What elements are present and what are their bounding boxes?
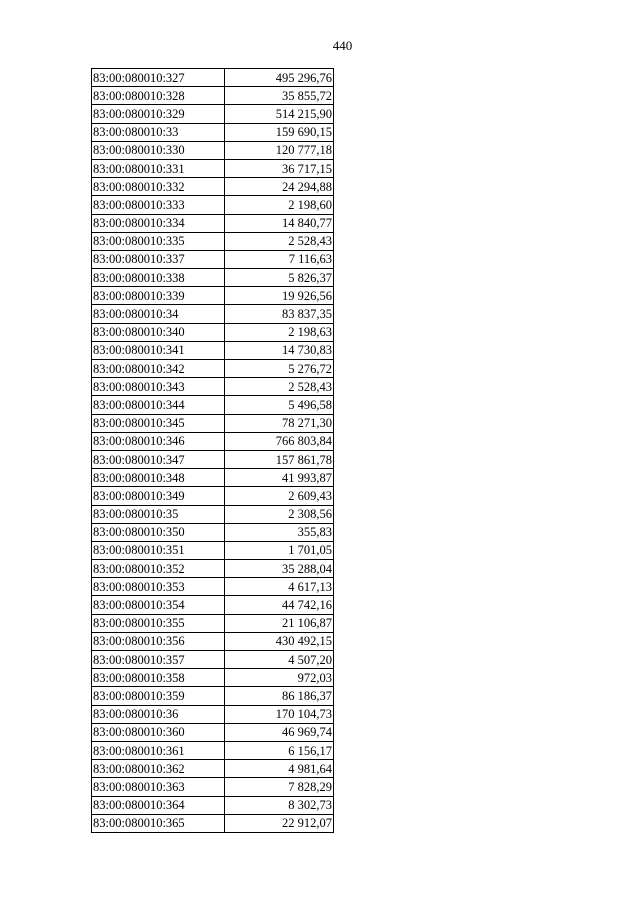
table-row: [92, 760, 334, 778]
table-row: [92, 305, 334, 323]
value-cell: 355,83: [225, 523, 334, 541]
cadastral-number-cell: 83:00:080010:329: [92, 105, 225, 123]
table-row: [92, 87, 334, 105]
table-row: [92, 469, 334, 487]
value-cell: 5 826,37: [225, 269, 334, 287]
table-row: [92, 232, 334, 250]
table-row: [92, 123, 334, 141]
value-cell: 21 106,87: [225, 614, 334, 632]
cadastral-number-cell: 83:00:080010:355: [92, 614, 225, 632]
value-cell: 2 528,43: [225, 232, 334, 250]
value-cell: 14 730,83: [225, 341, 334, 359]
value-cell: 6 156,17: [225, 741, 334, 759]
cadastral-number-cell: 83:00:080010:341: [92, 341, 225, 359]
cadastral-number-cell: 83:00:080010:351: [92, 541, 225, 559]
value-cell: 46 969,74: [225, 723, 334, 741]
cadastral-number-cell: 83:00:080010:343: [92, 378, 225, 396]
cadastral-number-cell: 83:00:080010:328: [92, 87, 225, 105]
cadastral-number-cell: 83:00:080010:358: [92, 669, 225, 687]
value-cell: 2 528,43: [225, 378, 334, 396]
value-cell: 2 308,56: [225, 505, 334, 523]
cadastral-number-cell: 83:00:080010:360: [92, 723, 225, 741]
table-row: [92, 250, 334, 268]
value-cell: 2 609,43: [225, 487, 334, 505]
value-cell: 35 288,04: [225, 560, 334, 578]
cadastral-number-cell: 83:00:080010:352: [92, 560, 225, 578]
table-row: [92, 487, 334, 505]
cadastral-number-cell: 83:00:080010:356: [92, 632, 225, 650]
cadastral-number-cell: 83:00:080010:340: [92, 323, 225, 341]
cadastral-number-cell: 83:00:080010:327: [92, 69, 225, 87]
value-cell: 4 617,13: [225, 578, 334, 596]
table-row: [92, 741, 334, 759]
value-cell: 78 271,30: [225, 414, 334, 432]
value-cell: 5 276,72: [225, 360, 334, 378]
table-row: [92, 287, 334, 305]
cadastral-number-cell: 83:00:080010:33: [92, 123, 225, 141]
value-cell: 41 993,87: [225, 469, 334, 487]
value-cell: 430 492,15: [225, 632, 334, 650]
cadastral-number-cell: 83:00:080010:335: [92, 232, 225, 250]
value-cell: 19 926,56: [225, 287, 334, 305]
cadastral-number-cell: 83:00:080010:337: [92, 250, 225, 268]
table-row: [92, 414, 334, 432]
table-row: [92, 196, 334, 214]
table-row: [92, 214, 334, 232]
cadastral-number-cell: 83:00:080010:34: [92, 305, 225, 323]
table-row: [92, 159, 334, 177]
cadastral-value-table: [91, 68, 334, 833]
cadastral-number-cell: 83:00:080010:362: [92, 760, 225, 778]
cadastral-number-cell: 83:00:080010:342: [92, 360, 225, 378]
table-row: [92, 432, 334, 450]
cadastral-number-cell: 83:00:080010:365: [92, 814, 225, 832]
cadastral-number-cell: 83:00:080010:35: [92, 505, 225, 523]
table-row: [92, 141, 334, 159]
table-row: [92, 560, 334, 578]
table-row: [92, 178, 334, 196]
table-row: [92, 796, 334, 814]
value-cell: 35 855,72: [225, 87, 334, 105]
table-row: [92, 778, 334, 796]
cadastral-number-cell: 83:00:080010:344: [92, 396, 225, 414]
value-cell: 2 198,63: [225, 323, 334, 341]
table-row: [92, 378, 334, 396]
table-row: [92, 723, 334, 741]
value-cell: 157 861,78: [225, 450, 334, 468]
value-cell: 170 104,73: [225, 705, 334, 723]
cadastral-number-cell: 83:00:080010:346: [92, 432, 225, 450]
value-cell: 83 837,35: [225, 305, 334, 323]
cadastral-number-cell: 83:00:080010:363: [92, 778, 225, 796]
cadastral-number-cell: 83:00:080010:347: [92, 450, 225, 468]
table-row: [92, 69, 334, 87]
table-row: [92, 505, 334, 523]
table-row: [92, 360, 334, 378]
cadastral-number-cell: 83:00:080010:350: [92, 523, 225, 541]
cadastral-number-cell: 83:00:080010:338: [92, 269, 225, 287]
table-row: [92, 614, 334, 632]
table-row: [92, 323, 334, 341]
cadastral-number-cell: 83:00:080010:333: [92, 196, 225, 214]
page-number: 440: [332, 38, 353, 53]
value-cell: 4 507,20: [225, 651, 334, 669]
value-cell: 159 690,15: [225, 123, 334, 141]
table-row: [92, 651, 334, 669]
value-cell: 24 294,88: [225, 178, 334, 196]
table-row: [92, 269, 334, 287]
table-row: [92, 596, 334, 614]
table-row: [92, 578, 334, 596]
cadastral-number-cell: 83:00:080010:354: [92, 596, 225, 614]
cadastral-number-cell: 83:00:080010:331: [92, 159, 225, 177]
cadastral-number-cell: 83:00:080010:364: [92, 796, 225, 814]
table-row: [92, 105, 334, 123]
value-cell: 120 777,18: [225, 141, 334, 159]
value-cell: 22 912,07: [225, 814, 334, 832]
table-row: [92, 341, 334, 359]
value-cell: 14 840,77: [225, 214, 334, 232]
value-cell: 36 717,15: [225, 159, 334, 177]
value-cell: 495 296,76: [225, 69, 334, 87]
value-cell: 766 803,84: [225, 432, 334, 450]
table-row: [92, 632, 334, 650]
table-body: [92, 69, 334, 833]
value-cell: 7 116,63: [225, 250, 334, 268]
value-cell: 2 198,60: [225, 196, 334, 214]
cadastral-number-cell: 83:00:080010:36: [92, 705, 225, 723]
cadastral-number-cell: 83:00:080010:330: [92, 141, 225, 159]
cadastral-number-cell: 83:00:080010:345: [92, 414, 225, 432]
table-row: [92, 523, 334, 541]
cadastral-number-cell: 83:00:080010:332: [92, 178, 225, 196]
table-row: [92, 687, 334, 705]
value-cell: 86 186,37: [225, 687, 334, 705]
cadastral-number-cell: 83:00:080010:348: [92, 469, 225, 487]
value-cell: 44 742,16: [225, 596, 334, 614]
cadastral-number-cell: 83:00:080010:349: [92, 487, 225, 505]
cadastral-number-cell: 83:00:080010:334: [92, 214, 225, 232]
value-cell: 7 828,29: [225, 778, 334, 796]
cadastral-number-cell: 83:00:080010:361: [92, 741, 225, 759]
cadastral-number-cell: 83:00:080010:357: [92, 651, 225, 669]
value-cell: 5 496,58: [225, 396, 334, 414]
table-row: [92, 669, 334, 687]
value-cell: 8 302,73: [225, 796, 334, 814]
table-row: [92, 541, 334, 559]
cadastral-number-cell: 83:00:080010:353: [92, 578, 225, 596]
table-row: [92, 396, 334, 414]
table-row: [92, 705, 334, 723]
value-cell: 1 701,05: [225, 541, 334, 559]
table-row: [92, 814, 334, 832]
value-cell: 972,03: [225, 669, 334, 687]
value-cell: 4 981,64: [225, 760, 334, 778]
table-row: [92, 450, 334, 468]
value-cell: 514 215,90: [225, 105, 334, 123]
cadastral-number-cell: 83:00:080010:359: [92, 687, 225, 705]
cadastral-number-cell: 83:00:080010:339: [92, 287, 225, 305]
